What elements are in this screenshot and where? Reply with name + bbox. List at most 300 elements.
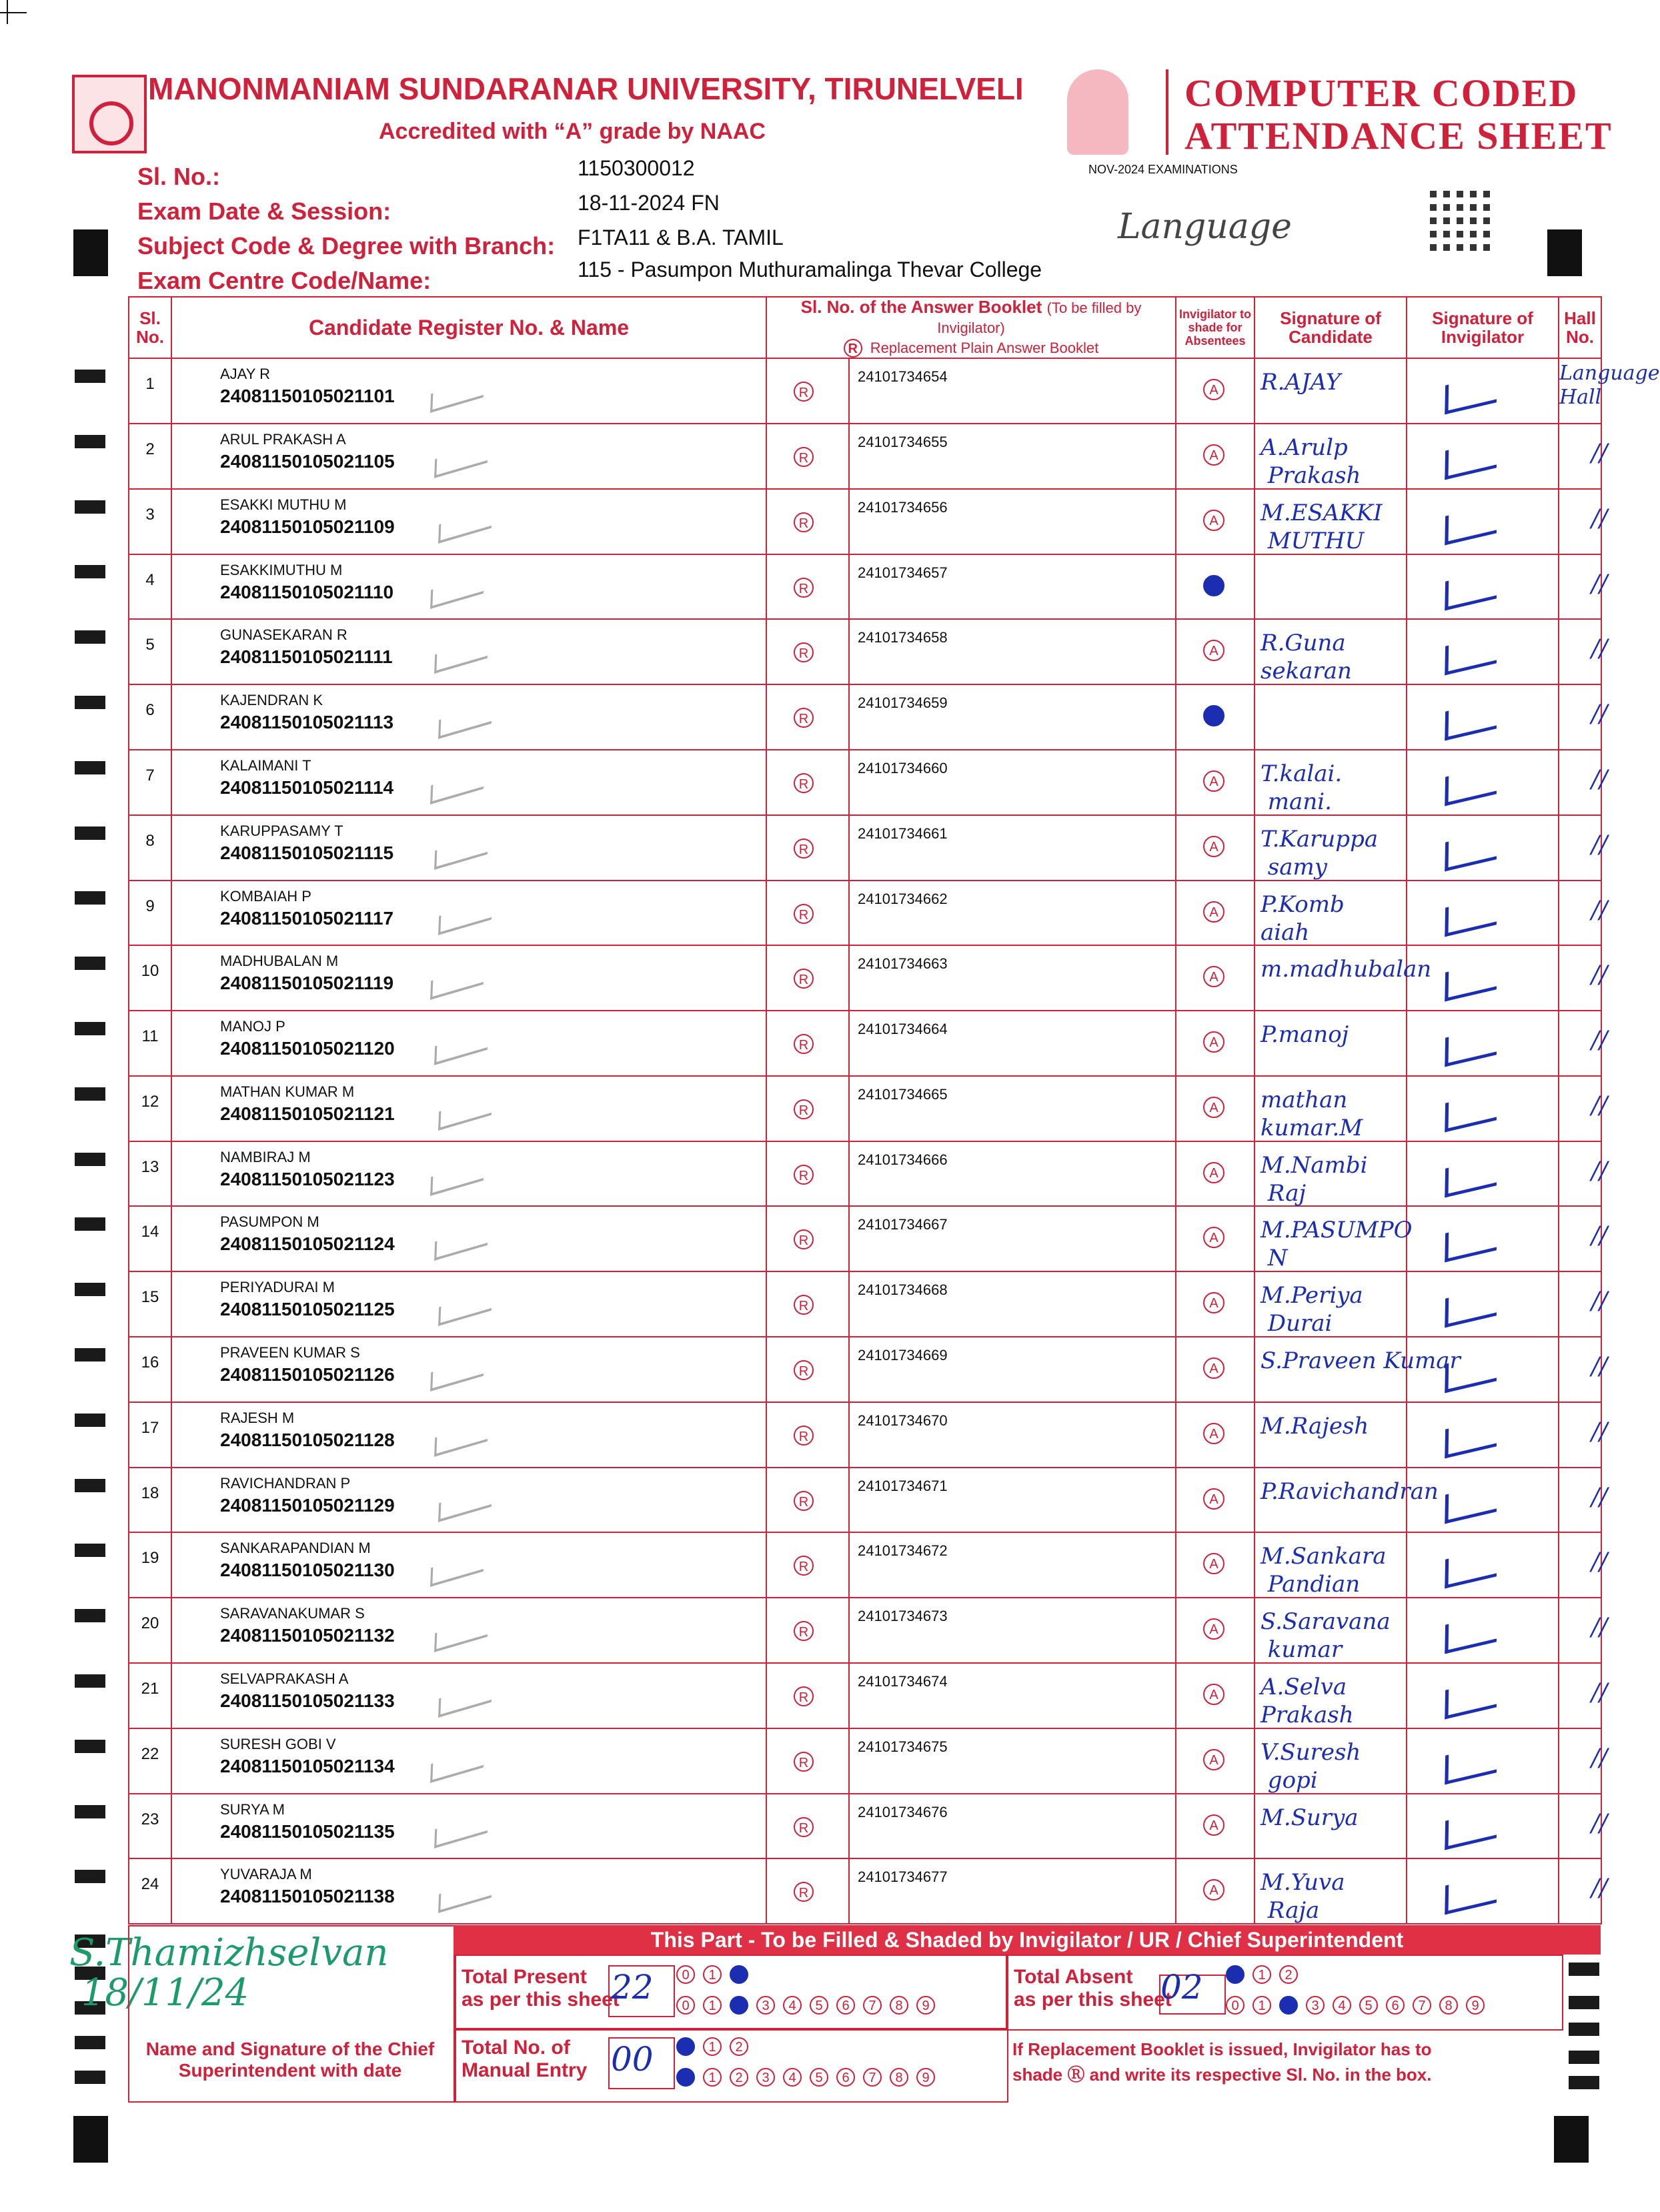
invigilator-initial-mark [1445,634,1497,676]
booklet-number: 24101734658 [858,629,948,646]
timing-mark [75,1870,105,1883]
subject-value: F1TA11 & B.A. TAMIL [578,225,784,249]
register-number: 24081150105021101 [220,386,395,407]
row-sl: 19 [129,1532,171,1598]
candidate-signature [1255,1598,1407,1663]
candidate-cell [171,1337,766,1402]
booklet-cell [766,1598,1176,1663]
present-value: 22 [611,1968,654,2007]
registration-mark-top-left [73,229,108,276]
absent-a-bubble[interactable]: A [1203,836,1224,857]
booklet-number: 24101734659 [858,694,948,712]
absent-a-bubble[interactable]: A [1203,510,1224,531]
invigilator-initial-mark [1445,1613,1497,1654]
timing-mark [75,565,105,578]
present-label-1: Total Present [462,1966,587,1988]
attendance-table [128,296,1660,1924]
booklet-number: 24101734657 [858,564,948,581]
tick-mark-icon [430,770,484,804]
register-number: 24081150105021126 [220,1364,395,1386]
hall-cell [1559,815,1608,881]
absent-cell [1176,750,1255,815]
tick-mark-icon [430,378,484,413]
invigilator-signature [1407,1468,1559,1533]
booklet-number: 24101734674 [858,1673,948,1690]
tick-mark-icon [438,901,492,935]
replacement-r-bubble[interactable]: R [794,1099,814,1119]
timing-mark [1569,1963,1599,1976]
absent-a-bubble[interactable]: A [1203,770,1224,792]
absent-cell [1176,1337,1255,1402]
candidate-signature [1255,1468,1439,1533]
row-sl: 16 [129,1337,171,1402]
absent-a-bubble[interactable]: A [1203,1749,1224,1770]
hall-cell [1559,1011,1608,1076]
booklet-cell [766,1794,1176,1859]
candidate-signature-text: S.Saravana kumar [1261,1608,1391,1664]
col-booklet [766,297,1176,358]
invigilator-signature [1407,945,1559,1011]
booklet-cell [766,945,1176,1011]
tick-mark-icon [434,1422,488,1457]
accreditation-text: Accredited with “A” grade by NAAC [379,119,766,144]
absent-label-1: Total Absent [1014,1966,1133,1988]
replacement-r-bubble[interactable]: R [794,708,814,728]
absent-a-bubble[interactable]: A [1203,1423,1224,1444]
absent-a-bubble[interactable]: A [1203,1553,1224,1574]
replacement-r-bubble[interactable]: R [794,642,814,662]
manual-value: 00 [611,2040,654,2079]
absent-a-bubble[interactable]: A [1203,1618,1224,1640]
chief-label: Name and Signature of the Chief Superintendent with date [145,2039,435,2081]
tick-mark-icon [434,444,488,478]
row-sl: 15 [129,1271,171,1337]
manual-tens-bubbles: 0 1 2 [676,2037,756,2056]
register-number: 24081150105021134 [220,1755,395,1776]
hall-number: // [1591,1091,1608,1119]
timing-mark [75,630,105,644]
candidate-signature-text: M.Nambi Raj [1261,1151,1368,1207]
absent-cell [1176,1598,1255,1663]
candidate-signature [1255,684,1407,750]
absent-cell [1176,358,1255,424]
invigilator-signature [1407,1402,1559,1468]
hall-number: // [1591,831,1608,859]
exam-tag: NOV-2024 EXAMINATIONS [1088,163,1238,176]
table-row [129,684,1601,750]
university-title: MANONMANIAM SUNDARANAR UNIVERSITY, TIRUNELVELI [148,71,1024,106]
register-number: 24081150105021115 [220,842,394,863]
row-sl: 3 [129,489,171,554]
candidate-name: PASUMPON M [220,1213,319,1231]
replacement-r-bubble[interactable]: R [794,1556,814,1576]
register-number: 24081150105021132 [220,1625,395,1646]
registration-mark-top-right [1547,229,1582,276]
replacement-r-bubble[interactable]: R [794,382,814,402]
booklet-cell [766,1663,1176,1728]
replacement-r-bubble[interactable]: R [794,1360,814,1380]
candidate-cell [171,1402,766,1468]
row-sl: 8 [129,815,171,881]
invigilator-initial-mark [1445,569,1497,610]
row-sl: 5 [129,619,171,684]
candidate-name: PERIYADURAI M [220,1279,335,1296]
absent-a-bubble[interactable]: A [1203,1162,1224,1183]
timing-mark [1569,2076,1599,2089]
register-number: 24081150105021129 [220,1494,395,1516]
replacement-r-bubble[interactable]: R [794,578,814,598]
invigilator-signature [1407,1794,1559,1859]
absent-cell [1176,1794,1255,1859]
sl-no-value: 1150300012 [578,156,695,180]
col-sig-candidate: Signature of Candidate [1255,297,1407,358]
booklet-cell [766,358,1176,424]
table-row [129,1728,1601,1794]
invigilator-signature [1407,881,1559,946]
tick-mark-icon [430,1357,484,1392]
col-booklet-sub: Replacement Plain Answer Booklet [870,340,1099,356]
invigilator-initial-mark [1445,439,1497,480]
replacement-r-bubble[interactable]: R [794,839,814,859]
hall-cell [1559,1271,1608,1337]
candidate-name: MATHAN KUMAR M [220,1083,355,1100]
hall-cell [1559,945,1608,1011]
hall-number: // [1591,961,1608,989]
tick-mark-icon [434,1618,488,1652]
candidate-signature [1255,1728,1407,1794]
booklet-cell [766,1337,1176,1402]
candidate-cell [171,424,766,489]
timing-mark [75,1022,105,1035]
hall-number: // [1591,635,1608,663]
candidate-signature-text: M.Yuva Raja [1261,1869,1345,1924]
table-header-row [129,297,1601,358]
timing-mark [1569,2023,1599,2036]
hall-number: // [1591,1418,1608,1446]
table-row [129,1337,1601,1402]
replacement-note-1: If Replacement Booklet is issued, Invigilator has to [1012,2039,1432,2059]
absent-label-2: as per this sheet [1014,1989,1172,2011]
tick-mark-icon [430,574,484,609]
table-row [129,554,1601,620]
absent-cell [1176,1663,1255,1728]
qr-code [1430,191,1497,257]
absent-a-bubble[interactable]: A [1203,1684,1224,1705]
invigilator-signature [1407,1337,1559,1402]
candidate-name: RAVICHANDRAN P [220,1474,351,1492]
row-sl: 11 [129,1011,171,1076]
exam-date-value: 18-11-2024 FN [578,191,720,215]
absent-a-bubble[interactable]: A [1203,966,1224,987]
replacement-r-bubble[interactable]: R [794,773,814,793]
timing-mark [75,2036,105,2049]
candidate-name: KARUPPASAMY T [220,822,343,839]
replacement-r-bubble[interactable]: R [794,1817,814,1837]
absent-cell [1176,1532,1255,1598]
col-sig-invigilator: Signature of Invigilator [1407,297,1559,358]
booklet-number: 24101734665 [858,1085,948,1103]
invigilator-signature [1407,1011,1559,1076]
crosshair-mark [0,12,27,13]
timing-mark [75,500,105,514]
booklet-cell [766,1532,1176,1598]
present-units-bubbles: 0 1 2 3 4 5 6 7 8 9 [676,1996,943,2015]
candidate-signature [1255,1858,1407,1924]
absent-a-bubble[interactable]: A [1203,1357,1224,1379]
absent-cell [1176,1728,1255,1794]
hall-number: // [1591,504,1608,532]
booklet-cell [766,1206,1176,1271]
candidate-cell [171,1794,766,1859]
absent-cell [1176,1402,1255,1468]
absent-a-bubble[interactable]: A [1203,1031,1224,1053]
replacement-r-bubble[interactable]: R [794,1229,814,1249]
booklet-number: 24101734662 [858,890,948,907]
replacement-r-bubble[interactable]: R [794,969,814,989]
tick-mark-icon [430,1748,484,1783]
absent-cell [1176,1076,1255,1141]
tick-mark-icon [430,1553,484,1588]
absent-cell [1176,1271,1255,1337]
candidate-cell [171,1532,766,1598]
invigilator-signature [1407,684,1559,750]
candidate-cell [171,1663,766,1728]
candidate-signature-text: M.Rajesh [1261,1412,1369,1440]
hall-cell [1559,1663,1608,1728]
hall-cell [1559,489,1608,554]
timing-mark [1569,2051,1599,2064]
manual-units-bubbles: 0 1 2 3 4 5 6 7 8 9 [676,2068,943,2087]
hall-number: // [1591,1548,1608,1576]
row-sl: 21 [129,1663,171,1728]
hall-number: Language Hall [1559,362,1660,410]
invigilator-signature [1407,1271,1559,1337]
candidate-signature [1255,619,1407,684]
candidate-name: RAJESH M [220,1409,295,1426]
replacement-r-bubble[interactable]: R [794,1621,814,1641]
absent-a-bubble[interactable]: A [1203,444,1224,466]
row-sl: 20 [129,1598,171,1663]
invigilator-initial-mark [1445,1874,1497,1915]
candidate-name: SARAVANAKUMAR S [220,1605,365,1622]
hall-cell [1559,750,1608,815]
hall-cell [1559,1337,1608,1402]
candidate-name: PRAVEEN KUMAR S [220,1344,360,1361]
absent-cell [1176,489,1255,554]
replacement-r-bubble[interactable]: R [794,1686,814,1706]
register-number: 24081150105021123 [220,1168,395,1189]
table-row [129,815,1601,881]
candidate-signature [1255,750,1407,815]
timing-mark [75,1414,105,1427]
absent-a-bubble[interactable]: A [1203,1227,1224,1248]
timing-mark [75,435,105,448]
replacement-r-bubble[interactable]: R [794,1034,814,1054]
booklet-cell [766,424,1176,489]
booklet-number: 24101734668 [858,1281,948,1299]
absent-a-bubble[interactable]: A [1203,575,1224,596]
booklet-number: 24101734675 [858,1738,948,1755]
booklet-number: 24101734664 [858,1021,948,1038]
tick-mark-icon [434,639,488,674]
absent-a-bubble[interactable]: A [1203,379,1224,400]
hall-number: // [1591,1874,1608,1902]
candidate-cell [171,684,766,750]
booklet-number: 24101734667 [858,1216,948,1233]
hall-cell [1559,1402,1608,1468]
tick-mark-icon [434,1031,488,1065]
timing-mark [75,1544,105,1557]
candidate-signature [1255,1271,1407,1337]
table-row [129,489,1601,554]
candidate-signature [1255,1076,1407,1141]
candidate-name: ESAKKIMUTHU M [220,561,343,578]
candidate-name: ESAKKI MUTHU M [220,496,347,513]
absent-a-bubble[interactable]: A [1203,1097,1224,1118]
absent-a-bubble[interactable]: A [1203,1292,1224,1313]
absent-cell [1176,881,1255,946]
candidate-signature [1255,1011,1407,1076]
absent-cell [1176,1468,1255,1533]
candidate-name: KALAIMANI T [220,756,311,774]
invigilator-initial-mark [1445,895,1497,937]
invigilator-initial-mark [1445,1221,1497,1263]
booklet-cell [766,1728,1176,1794]
replacement-r-bubble[interactable]: R [794,1295,814,1315]
candidate-signature-text: M.Surya [1261,1804,1359,1831]
booklet-cell [766,1271,1176,1337]
table-row [129,1076,1601,1141]
register-number: 24081150105021133 [220,1690,395,1712]
absent-a-bubble[interactable]: A [1203,640,1224,661]
register-number: 24081150105021111 [220,646,393,668]
booklet-cell [766,750,1176,815]
hall-number: // [1591,1027,1608,1055]
tick-mark-icon [438,509,492,544]
register-number: 24081150105021105 [220,450,395,472]
row-sl: 22 [129,1728,171,1794]
candidate-signature [1255,489,1407,554]
booklet-number: 24101734663 [858,955,948,973]
hall-number: // [1591,439,1608,467]
replacement-r-bubble[interactable]: R [794,1165,814,1185]
replacement-r-bubble[interactable]: R [794,512,814,532]
registration-mark-bottom-right [1554,2116,1589,2163]
tick-mark-icon [438,704,492,739]
candidate-signature [1255,1794,1407,1859]
candidate-signature-text: S.Praveen Kumar [1261,1347,1461,1375]
table-row [129,424,1601,489]
col-booklet-title: Sl. No. of the Answer Booklet [800,297,1042,317]
replacement-r-icon: R [844,339,862,358]
replacement-r-bubble[interactable]: R [794,447,814,467]
hall-cell [1559,881,1608,946]
booklet-cell [766,619,1176,684]
table-row [129,1663,1601,1728]
candidate-signature-text: M.ESAKKI MUTHU [1261,499,1383,554]
invigilator-initial-mark [1445,1417,1497,1458]
row-sl: 9 [129,881,171,946]
table-row [129,1858,1601,1924]
row-sl: 18 [129,1468,171,1533]
replacement-r-bubble[interactable]: R [794,1882,814,1902]
replacement-r-bubble[interactable]: R [794,1752,814,1772]
replacement-r-bubble[interactable]: R [794,904,814,924]
absent-a-bubble[interactable]: A [1203,1814,1224,1836]
candidate-signature-text: T.Karuppa samy [1261,825,1379,881]
timing-mark [75,957,105,970]
hall-cell [1559,1141,1608,1207]
invigilator-initial-mark [1445,1808,1497,1850]
hall-cell [1559,1206,1608,1271]
hall-number: // [1591,765,1608,793]
timing-mark [75,761,105,774]
replacement-r-bubble[interactable]: R [794,1426,814,1446]
candidate-signature [1255,1532,1407,1598]
register-number: 24081150105021120 [220,1038,395,1059]
invigilator-signature [1407,1858,1559,1924]
absent-a-bubble[interactable]: A [1203,705,1224,726]
absent-a-bubble[interactable]: A [1203,901,1224,923]
centre-label: Exam Centre Code/Name: [137,267,432,294]
sl-no-label: Sl. No.: [137,163,220,190]
university-logo [72,75,147,153]
register-number: 24081150105021110 [220,581,394,602]
timing-mark [75,826,105,840]
invigilator-signature [1407,750,1559,815]
absent-a-bubble[interactable]: A [1203,1488,1224,1510]
absent-tens-bubbles: 0 1 2 [1226,1965,1306,1984]
invigilator-signature [1407,489,1559,554]
booklet-number: 24101734672 [858,1542,948,1560]
absent-cell [1176,684,1255,750]
table-row [129,1794,1601,1859]
booklet-cell [766,1076,1176,1141]
register-number: 24081150105021121 [220,1103,395,1124]
sheet-title-line2: ATTENDANCE SHEET [1184,114,1613,157]
tick-mark-icon [438,1291,492,1326]
invigilator-initial-mark [1445,1482,1497,1524]
booklet-number: 24101734677 [858,1868,948,1886]
candidate-signature [1255,1663,1407,1728]
absent-a-bubble[interactable]: A [1203,1879,1224,1900]
register-number: 24081150105021114 [220,776,394,798]
invigilator-initial-mark [1445,1352,1497,1394]
booklet-cell [766,815,1176,881]
invigilator-initial-mark [1445,1743,1497,1784]
timing-mark [1569,1996,1599,2009]
row-sl: 2 [129,424,171,489]
candidate-cell [171,945,766,1011]
candidate-name: ARUL PRAKASH A [220,430,346,448]
hall-number: // [1591,1287,1608,1315]
replacement-r-bubble[interactable]: R [794,1491,814,1511]
timing-mark [75,370,105,383]
register-number: 24081150105021113 [220,712,394,733]
tick-mark-icon [430,1161,484,1196]
hall-cell [1559,1598,1608,1663]
table-row [129,1011,1601,1076]
table-row [129,1206,1601,1271]
table-row [129,750,1601,815]
tick-mark-icon [434,1814,488,1848]
candidate-signature-text: R.Guna sekaran [1261,630,1352,685]
table-row [129,1271,1601,1337]
candidate-signature [1255,881,1407,946]
register-number: 24081150105021119 [220,973,394,994]
timing-mark [75,2071,105,2084]
hall-number: // [1591,1744,1608,1772]
